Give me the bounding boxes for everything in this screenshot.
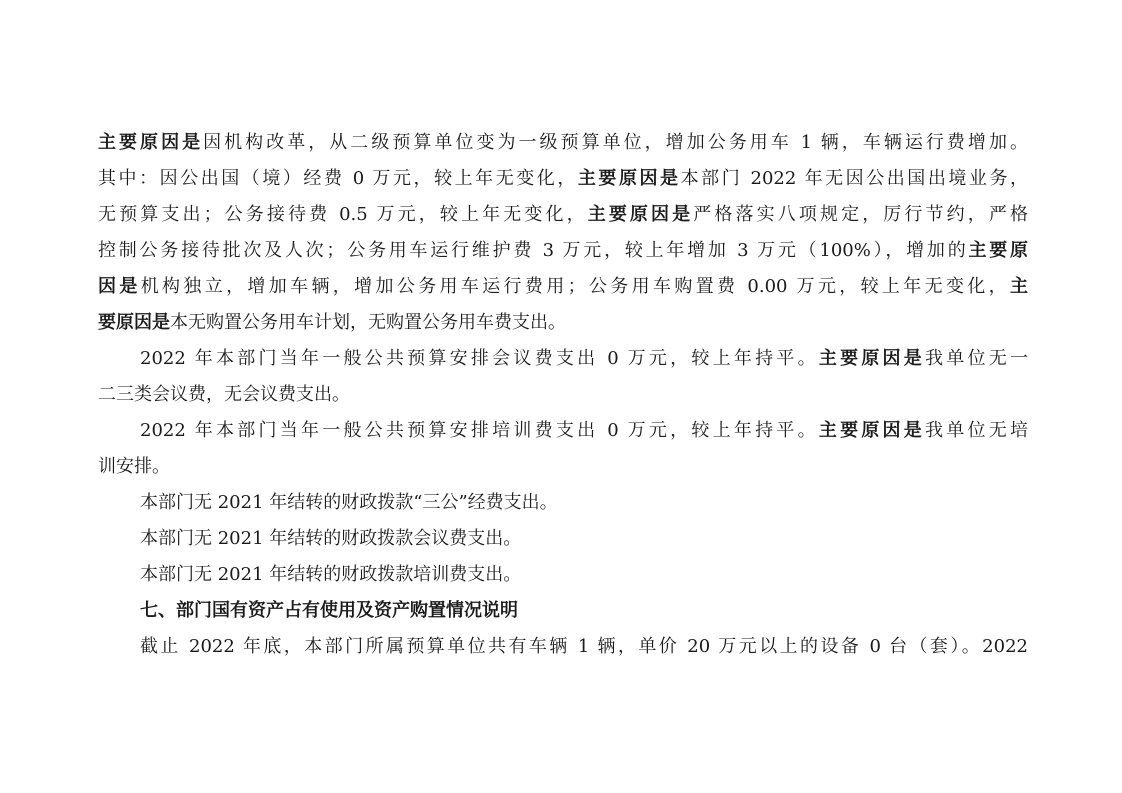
emphasis-text: 主要原因是 [587, 204, 694, 225]
emphasis-text: 主要原因是 [577, 168, 681, 189]
body-text: 本无购置公务用车计划，无购置公务用车费支出。 [170, 312, 566, 333]
emphasis-text: 主 [1010, 276, 1028, 297]
paragraph-1-line-2 [98, 161, 1028, 197]
body-text: 严格落实八项规定，厉行节约，严格 [693, 204, 1028, 225]
emphasis-text: 主要原因是 [98, 132, 204, 153]
paragraph-5 [98, 521, 1028, 557]
emphasis-text: 主要原 [968, 240, 1028, 261]
paragraph-4 [98, 485, 1028, 521]
body-text: 本部门 2022 年无因公出国出境业务， [680, 168, 1028, 189]
paragraph-1-line-5 [98, 269, 1028, 305]
paragraph-1-line-3 [98, 197, 1028, 233]
body-text: 其中：因公出国（境）经费 0 万元，较上年无变化， [98, 168, 578, 189]
body-text: 2022 年本部门当年一般公共预算安排会议费支出 0 万元，较上年持平。 [140, 348, 819, 369]
body-text: 机构独立，增加车辆，增加公务用车运行费用；公务用车购置费 0.00 万元，较上年无变化， [140, 276, 1011, 297]
paragraph-3-line-1 [98, 413, 1028, 449]
paragraph-6 [98, 557, 1028, 593]
body-text: 训安排。 [98, 456, 170, 477]
section-heading-text: 七、部门国有资产占有使用及资产购置情况说明 [140, 600, 518, 621]
emphasis-text: 主要原因是 [818, 420, 926, 441]
paragraph-2-line-2 [98, 377, 1028, 413]
body-text: 本部门无 2021 年结转的财政拨款“三公”经费支出。 [140, 492, 558, 513]
body-text: 我单位无培 [925, 420, 1028, 441]
paragraph-3-line-2 [98, 449, 1028, 485]
paragraph-7-line-1 [98, 629, 1028, 665]
paragraph-1-line-6 [98, 305, 1028, 341]
body-text: 因机构改革，从二级预算单位变为一级预算单位，增加公务用车 1 辆，车辆运行费增加。 [203, 132, 1028, 153]
body-text: 二三类会议费，无会议费支出。 [98, 384, 350, 405]
emphasis-text: 要原因是 [98, 312, 170, 333]
body-text: 本部门无 2021 年结转的财政拨款会议费支出。 [140, 528, 522, 549]
paragraph-1-line-4 [98, 233, 1028, 269]
document-body [98, 125, 1028, 665]
body-text: 2022 年本部门当年一般公共预算安排培训费支出 0 万元，较上年持平。 [140, 420, 819, 441]
body-text: 无预算支出；公务接待费 0.5 万元，较上年无变化， [98, 204, 588, 225]
section-heading [98, 593, 1028, 629]
emphasis-text: 主要原因是 [818, 348, 926, 369]
body-text: 我单位无一 [925, 348, 1028, 369]
body-text: 截止 2022 年底，本部门所属预算单位共有车辆 1 辆，单价 20 万元以上的设备 0 台（套）。2022 [140, 636, 1028, 657]
emphasis-text: 因是 [98, 276, 141, 297]
body-text: 本部门无 2021 年结转的财政拨款培训费支出。 [140, 564, 522, 585]
body-text: 控制公务接待批次及人次；公务用车运行维护费 3 万元，较上年增加 3 万元（100%），增加的 [98, 240, 969, 261]
paragraph-2-line-1 [98, 341, 1028, 377]
paragraph-1-line-1 [98, 125, 1028, 161]
